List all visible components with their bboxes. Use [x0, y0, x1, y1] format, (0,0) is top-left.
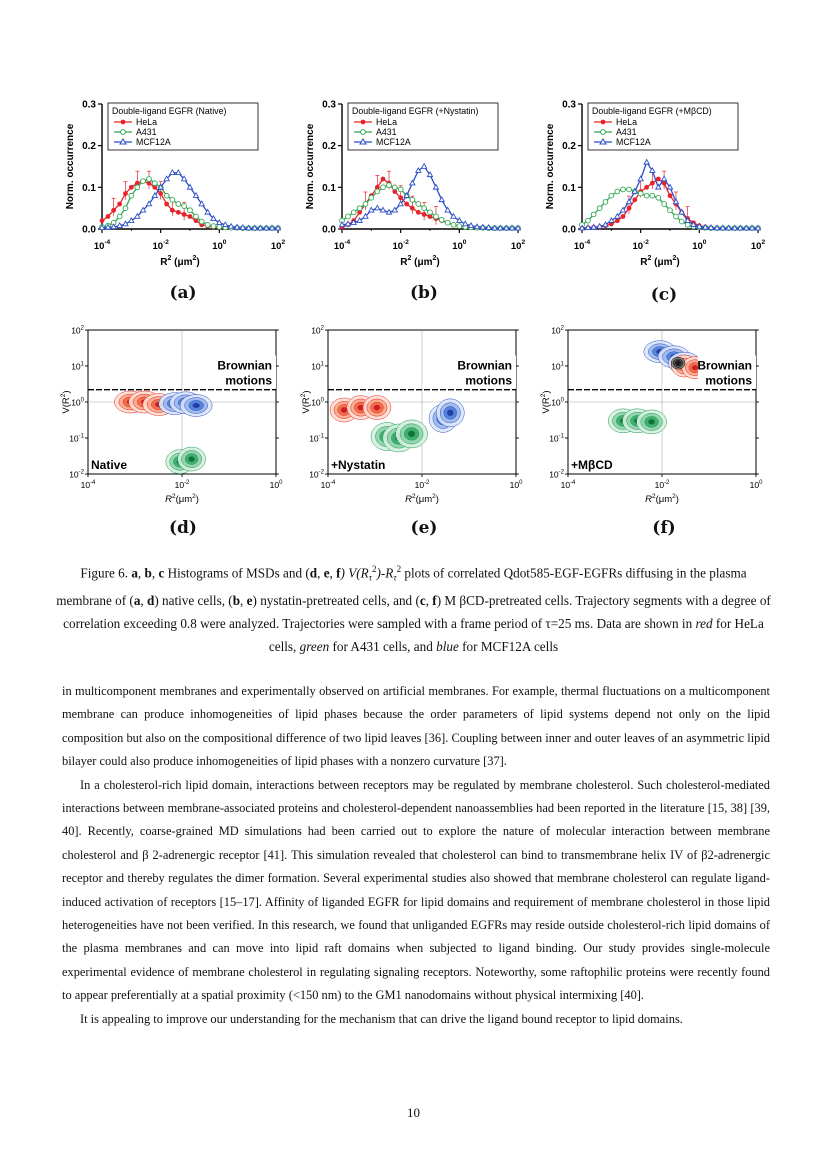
data-point [176, 210, 181, 215]
y-tick-label [71, 398, 84, 408]
data-point [591, 212, 596, 217]
data-point [164, 193, 169, 198]
x-tick-label [175, 480, 190, 490]
y-tick-label [71, 362, 84, 372]
x-axis-label: $R^2(\mu m^2)$ [165, 493, 199, 505]
condition-label: +MβCD [571, 458, 613, 472]
data-point [111, 208, 116, 213]
contour-cluster [608, 409, 666, 434]
data-point [433, 185, 438, 190]
y-tick-label [69, 470, 84, 480]
y-tick-label [549, 470, 564, 480]
data-point [615, 218, 620, 223]
data-point [182, 212, 187, 217]
legend-title: Double-ligand EGFR (+Nystatin) [352, 106, 479, 116]
legend-marker [361, 130, 366, 135]
data-point [656, 195, 661, 200]
legend-label: HeLa [616, 117, 638, 127]
brownian-label-line1: Brownian [457, 358, 512, 373]
data-point [662, 202, 667, 207]
data-point [123, 206, 128, 211]
data-point [668, 208, 673, 213]
data-point [615, 189, 620, 194]
legend-marker [601, 130, 606, 135]
data-point [381, 185, 386, 190]
data-point [410, 206, 415, 211]
x-tick-label [692, 239, 707, 252]
svg-text:102: $10^2$ [311, 325, 324, 336]
y-tick-label [69, 434, 84, 444]
svg-text:102: $10^2$ [270, 239, 286, 252]
data-point [644, 193, 649, 198]
x-tick-label [750, 480, 763, 490]
data-point [674, 214, 679, 219]
y-tick-label [309, 434, 324, 444]
x-axis-label: $R^2$ $(\mu m^2)$ [400, 255, 440, 268]
x-tick-label [321, 480, 336, 490]
legend-title: Double-ligand EGFR (+MβCD) [592, 106, 712, 116]
svg-text:10-4: $10^{-4}$ [560, 480, 576, 490]
data-point [621, 187, 626, 192]
data-point [439, 197, 444, 202]
data-point [141, 179, 146, 184]
data-point [363, 202, 368, 207]
legend-title: Double-ligand EGFR (Native) [112, 106, 227, 116]
data-point [387, 183, 392, 188]
data-point [188, 214, 193, 219]
y-tick-label: 0.1 [82, 182, 96, 194]
x-tick-label [574, 239, 591, 252]
series-a431 [340, 183, 521, 231]
data-point [638, 191, 643, 196]
histogram-svg [58, 92, 290, 277]
data-point [106, 214, 111, 219]
data-point [416, 202, 421, 207]
legend-label: A431 [616, 127, 637, 137]
data-point [644, 160, 649, 165]
data-point [375, 205, 380, 210]
x-tick-label [561, 480, 576, 490]
x-tick-label [334, 239, 351, 252]
y-axis-label: $V(R^2)$ [540, 390, 552, 414]
legend-label: MCF12A [616, 137, 651, 147]
svg-text:101: $10^1$ [551, 361, 564, 372]
contour-level [193, 403, 200, 408]
data-point [129, 185, 134, 190]
data-point [422, 206, 427, 211]
svg-text:102: $10^2$ [551, 325, 564, 336]
data-point [410, 197, 415, 202]
y-tick-label: 0.1 [322, 182, 336, 194]
y-tick-label: 0.2 [322, 141, 336, 153]
svg-text:10-2: $10^{-2}$ [549, 469, 564, 480]
legend-label: MCF12A [376, 137, 411, 147]
data-point [404, 202, 409, 207]
legend-label: A431 [376, 127, 397, 137]
x-tick-label [270, 480, 283, 490]
x-tick-label [81, 480, 96, 490]
histogram-svg [298, 92, 530, 277]
data-point [586, 218, 591, 223]
brownian-label [457, 356, 516, 389]
svg-text:10-1: $10^{-1}$ [549, 433, 564, 444]
data-point [164, 202, 169, 207]
histogram-panel-a [58, 92, 290, 277]
series-line [342, 179, 518, 228]
figure-caption: Figure 6. a, b, c Histograms of MSDs and (d, e, f) $V(R_\tau^2)-R_\tau^2$ plots of correlated Qdot585-EGF-EGFRs diffusing in the plasma membrane of (a, d) native cells, (b, e) nystatin-pretreated cells, and (c, f) M βCD-pretreated cells. Trajectory segments with a degree of correlation exceeding 0.8 were analyzed. Trajectories were sampled with a frame period of τ=25 ms. Data are shown in red for HeLa cells, green for A431 cells, and blue for MCF12A cells [56, 564, 771, 655]
y-tick-label: 0.2 [82, 141, 96, 153]
y-tick-label: 0.0 [562, 224, 576, 236]
data-point [117, 202, 122, 207]
svg-text:10-1: $10^{-1}$ [69, 433, 84, 444]
y-tick-label: 0.2 [562, 141, 576, 153]
y-tick-label: 0.0 [82, 224, 96, 236]
svg-text:10-4: $10^{-4}$ [93, 239, 111, 252]
data-point [369, 195, 374, 200]
data-point [152, 181, 157, 186]
y-axis-label: Norm. occurrence [65, 123, 76, 210]
data-point [398, 187, 403, 192]
svg-text:100: $10^0$ [692, 239, 707, 252]
svg-text:100: $10^0$ [269, 480, 283, 490]
x-tick-label [152, 239, 169, 252]
x-tick-label [632, 239, 649, 252]
brownian-label-line2: motions [465, 373, 512, 388]
data-point [410, 180, 415, 185]
y-tick-label [551, 398, 564, 408]
data-point [357, 206, 362, 211]
data-point [422, 164, 427, 169]
x-axis-label: $R^2$ $(\mu m^2)$ [640, 255, 680, 268]
svg-text:100: $10^0$ [212, 239, 227, 252]
series-hela [100, 171, 281, 230]
data-point [457, 224, 462, 229]
legend [588, 103, 738, 150]
svg-text:100: $10^0$ [509, 480, 523, 490]
histogram-svg [538, 92, 770, 277]
data-point [182, 204, 187, 209]
paragraph-1: in multicomponent membranes and experimentally observed on artificial membranes. For example, thermal fluctuations on a multicomponent membrane can produce inhomogeneities of lipid phases because the order parameters of lipid systems depend not only on the lipid composition but also on the compositional difference of two lipid leaves [36]. Coupling between inner and outer leaves of an asymmetric lipid bilayer could also produce inhomogeneities of lipid phases with a nonzero curvature [37]. [62, 684, 770, 769]
sublabel-c: (c) [650, 285, 678, 305]
data-point [117, 214, 122, 219]
sublabel-d: (d) [169, 518, 197, 538]
svg-text:10-2: $10^{-2}$ [392, 239, 409, 252]
brownian-label [217, 356, 276, 389]
svg-text:10-2: $10^{-2}$ [309, 469, 324, 480]
data-point [129, 193, 134, 198]
y-tick-label [311, 326, 324, 336]
data-point [644, 185, 649, 190]
svg-text:10-4: $10^{-4}$ [333, 239, 351, 252]
data-point [217, 225, 222, 230]
data-point [170, 197, 175, 202]
x-axis-label: $R^2(\mu m^2)$ [645, 493, 679, 505]
legend-label: MCF12A [136, 137, 171, 147]
legend-label: A431 [136, 127, 157, 137]
data-point [656, 177, 661, 182]
y-tick-label [71, 326, 84, 336]
data-point [679, 219, 684, 224]
sublabel-b: (b) [410, 283, 438, 303]
series-mcf12a [99, 170, 280, 230]
page-number: 10 [407, 1105, 420, 1120]
x-tick-label [271, 239, 286, 252]
paragraph-2: In a cholesterol-rich lipid domain, interactions between receptors may be regulated by membrane cholesterol. Such cholesterol-mediated interactions between membrane-associated proteins and cholesterol-dependent nanoassemblies had been reported in the literature [15, 38] [39, 40]. Recently, coarse-grained MD simulations had been carried out to explore the nature of molecular interaction between membrane cholesterol and β 2-adrenergic receptor [41]. This simulation revealed that cholesterol can bind to transmembrane helix IV of β2-adrenergic receptor and thereby regulates the dimer formation. Several experimental studies also showed that membrane cholesterol can regulate ligand-induced activation of receptors [15–17]. Affinity of liganded EGFR for lipid domains and requirement of membrane cholesterol in those lipid heterogeneities have not been verified. In this research, we found that unliganded EGFRs may reside outside cholesterol-rich lipid domains of the plasma membranes and can move into lipid raft domains when subjected to ligand binding. Our study provides single-molecule experimental evidence of membrane cholesterol in regulating signaling receptors. Noteworthy, some raftophilic proteins were recently found to appear preferentially at a spatial proximity (<150 nm) to the GM1 nanodomains without physical intermixing [40]. [62, 777, 770, 1003]
data-point [211, 224, 216, 229]
data-point [621, 214, 626, 219]
y-axis-label: Norm. occurrence [545, 123, 556, 210]
data-point [650, 181, 655, 186]
data-point [422, 212, 427, 217]
contour-level [677, 362, 680, 365]
legend [108, 103, 258, 150]
data-point [434, 214, 439, 219]
svg-text:10-2: $10^{-2}$ [152, 239, 169, 252]
x-tick-label [392, 239, 409, 252]
legend-marker [601, 120, 606, 125]
svg-text:101: $10^1$ [71, 361, 84, 372]
svg-text:100: $10^0$ [452, 239, 467, 252]
paragraph-3: It is appealing to improve our understanding for the mechanism that can drive the ligand bound receptor to lipid domains. [80, 1011, 683, 1026]
contour-panel-d [58, 322, 290, 510]
series-mcf12a [339, 164, 520, 230]
data-point [668, 193, 673, 198]
data-point [158, 191, 163, 196]
data-point [123, 191, 128, 196]
brownian-label-line2: motions [225, 373, 272, 388]
series-hela [340, 171, 521, 230]
contour-svg [58, 322, 290, 510]
svg-text:10-4: $10^{-4}$ [573, 239, 591, 252]
histogram-panel-c [538, 92, 770, 277]
caption-fig: Figure 6. [80, 565, 129, 581]
svg-text:10-4: $10^{-4}$ [80, 480, 96, 490]
y-tick-label [309, 470, 324, 480]
svg-text:10-4: $10^{-4}$ [320, 480, 336, 490]
data-point [194, 214, 199, 219]
histogram-panel-b [298, 92, 530, 277]
contour-level [648, 419, 655, 424]
legend-label: HeLa [376, 117, 398, 127]
x-axis-label: $R^2(\mu m^2)$ [405, 493, 439, 505]
svg-text:10-2: $10^{-2}$ [632, 239, 649, 252]
data-point [650, 193, 655, 198]
y-tick-label: 0.1 [562, 182, 576, 194]
svg-text:100: $10^0$ [749, 480, 763, 490]
contour-svg [538, 322, 770, 510]
data-point [632, 197, 637, 202]
condition-label: Native [91, 458, 128, 472]
data-point [439, 217, 444, 222]
legend-marker [361, 120, 366, 125]
svg-text:100: $10^0$ [71, 397, 84, 408]
data-point [627, 187, 632, 192]
legend-marker [121, 120, 126, 125]
body-text [62, 680, 770, 1031]
x-tick-label [655, 480, 670, 490]
sublabel-e: (e) [410, 518, 438, 538]
data-point [147, 177, 152, 182]
y-tick-label: 0.3 [82, 99, 96, 111]
svg-text:10-2: $10^{-2}$ [414, 480, 430, 490]
svg-text:101: $10^1$ [311, 361, 324, 372]
y-tick-label: 0.0 [322, 224, 336, 236]
x-tick-label [452, 239, 467, 252]
contour-level [374, 405, 380, 410]
x-tick-label [415, 480, 430, 490]
data-point [135, 185, 140, 190]
contour-level [341, 407, 347, 412]
data-point [381, 177, 386, 182]
x-tick-label [511, 239, 526, 252]
data-point [346, 214, 351, 219]
x-tick-label [751, 239, 766, 252]
contour-level [188, 456, 194, 461]
contour-cluster [330, 396, 391, 422]
y-axis-label: Norm. occurrence [305, 123, 316, 210]
data-point [199, 219, 204, 224]
brownian-label-line1: Brownian [217, 358, 272, 373]
data-point [176, 202, 181, 207]
contour-panel-f [538, 322, 770, 510]
data-point [445, 220, 450, 225]
data-point [662, 176, 667, 181]
contour-level [408, 431, 415, 437]
y-tick-label: 0.3 [322, 99, 336, 111]
svg-text:100: $10^0$ [311, 397, 324, 408]
data-point [597, 206, 602, 211]
x-axis-label: $R^2$ $(\mu m^2)$ [160, 255, 200, 268]
y-axis-label: $V(R^2)$ [60, 390, 72, 414]
data-point [428, 210, 433, 215]
series-line [342, 185, 518, 228]
brownian-label [697, 356, 756, 389]
condition-label: +Nystatin [331, 458, 386, 472]
y-tick-label [551, 362, 564, 372]
data-point [603, 200, 608, 205]
data-point [416, 168, 421, 173]
y-axis-label: $V(R^2)$ [300, 390, 312, 414]
svg-text:100: $10^0$ [551, 397, 564, 408]
sublabel-f: (f) [652, 518, 676, 538]
data-point [100, 218, 105, 223]
data-point [398, 195, 403, 200]
y-tick-label [311, 398, 324, 408]
x-tick-label [510, 480, 523, 490]
data-point [416, 210, 421, 215]
brownian-label-line1: Brownian [697, 358, 752, 373]
legend [348, 103, 498, 150]
y-tick-label [549, 434, 564, 444]
data-point [188, 208, 193, 213]
svg-text:102: $10^2$ [71, 325, 84, 336]
svg-text:102: $10^2$ [510, 239, 526, 252]
svg-text:102: $10^2$ [750, 239, 766, 252]
legend-marker [121, 130, 126, 135]
data-point [170, 208, 175, 213]
contour-level [447, 410, 453, 416]
x-tick-label [212, 239, 227, 252]
brownian-label-line2: motions [705, 373, 752, 388]
svg-text:10-2: $10^{-2}$ [654, 480, 670, 490]
x-tick-label [94, 239, 111, 252]
data-point [638, 176, 643, 181]
y-tick-label [311, 362, 324, 372]
legend-label: HeLa [136, 117, 158, 127]
data-point [685, 222, 690, 227]
contour-cluster [671, 357, 685, 369]
data-point [375, 189, 380, 194]
data-point [351, 210, 356, 215]
contour-svg [298, 322, 530, 510]
data-point [451, 222, 456, 227]
y-tick-label [551, 326, 564, 336]
y-tick-label: 0.3 [562, 99, 576, 111]
data-point [205, 222, 210, 227]
svg-text:10-2: $10^{-2}$ [69, 469, 84, 480]
svg-text:10-2: $10^{-2}$ [174, 480, 190, 490]
svg-text:10-1: $10^{-1}$ [309, 433, 324, 444]
data-point [392, 185, 397, 190]
data-point [627, 206, 632, 211]
data-point [609, 193, 614, 198]
contour-panel-e [298, 322, 530, 510]
sublabel-a: (a) [169, 283, 197, 303]
